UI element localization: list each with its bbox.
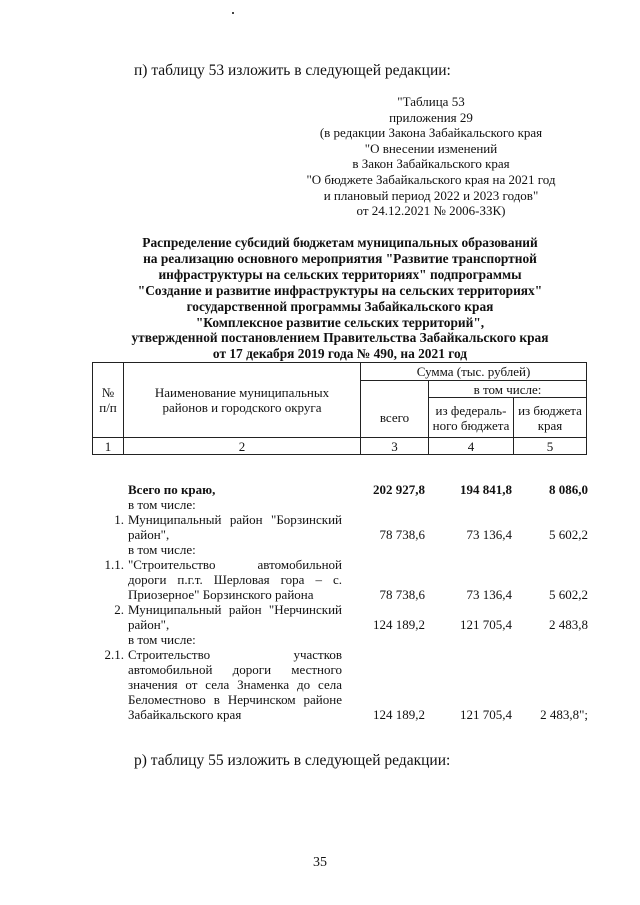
row-federal: 194 841,8 [460, 482, 512, 497]
page-number: 35 [313, 855, 327, 870]
header-sum: Сумма (тыс. рублей) [361, 363, 587, 381]
reference-line: от 24.12.2021 № 2006-ЗЗК) [356, 203, 506, 219]
document-heading [100, 235, 580, 362]
reference-line: приложения 29 [389, 109, 473, 125]
header-num: № п/п [93, 363, 124, 438]
table-body [92, 482, 586, 722]
reference-line: "О внесении изменений [364, 140, 498, 156]
row-name: Всего по краю, [128, 482, 216, 497]
scan-speck [232, 12, 234, 14]
row-regional: 8 086,0 [549, 482, 588, 497]
row-number [92, 497, 128, 512]
row-number [92, 632, 128, 647]
heading-line: утвержденной постановлением Правительства Забайкальского края [131, 330, 549, 346]
row-name: в том числе: [128, 542, 196, 557]
row-total: 202 927,8 [373, 482, 425, 497]
heading-line: "Комплексное развитие сельских территорий", [195, 314, 485, 330]
row-regional: 5 602,2 [549, 587, 588, 602]
column-number: 3 [361, 438, 429, 455]
row-federal: 73 136,4 [466, 587, 512, 602]
row-regional: 5 602,2 [549, 527, 588, 542]
table-row [92, 542, 586, 557]
row-federal: 121 705,4 [460, 707, 512, 722]
row-name: Муниципальный район "Борзинский район", [128, 512, 342, 542]
row-name: Строительство участков автомобильной дороги местного значения от села Знаменка до села Беломестново в Нерчинском районе Забайкальского края [128, 647, 342, 722]
row-total: 78 738,6 [379, 527, 425, 542]
heading-line: государственной программы Забайкальского края [186, 298, 494, 314]
row-number [92, 482, 128, 497]
row-number: 2. [114, 602, 124, 617]
heading-line: "Создание и развитие инфраструктуры на сельских территориях" [137, 282, 543, 298]
reference-line: "О бюджете Забайкальского края на 2021 год [306, 171, 556, 187]
table-row [92, 512, 586, 542]
reference-line: (в редакции Закона Забайкальского края [319, 125, 543, 141]
row-total: 78 738,6 [379, 587, 425, 602]
row-name: Муниципальный район "Нерчинский район", [128, 602, 342, 632]
row-number: 2.1. [104, 647, 124, 662]
row-number [92, 542, 128, 557]
row-federal: 73 136,4 [466, 527, 512, 542]
reference-line: "Таблица 53 [397, 94, 465, 109]
heading-line: Распределение субсидий бюджетам муниципальных образований [142, 235, 538, 250]
reference-line: и плановый период 2022 и 2023 годов" [323, 187, 539, 203]
closing-text: р) таблицу 55 изложить в следующей редакции: [134, 752, 451, 769]
row-federal: 121 705,4 [460, 617, 512, 632]
intro-text: п) таблицу 53 изложить в следующей редакции: [134, 62, 451, 79]
table-header [92, 362, 587, 455]
header-name: Наименование муниципальных районов и городского округа [124, 363, 361, 438]
column-number: 4 [429, 438, 514, 455]
row-name: в том числе: [128, 632, 196, 647]
row-number: 1. [114, 512, 124, 527]
row-regional: 2 483,8 [549, 617, 588, 632]
header-federal: из федераль-ного бюджета [429, 398, 514, 438]
heading-line: на реализацию основного мероприятия "Развитие транспортной [143, 250, 537, 266]
heading-line: от 17 декабря 2019 года № 490, на 2021 год [212, 346, 468, 362]
heading-line: инфраструктуры на сельских территориях" подпрограммы [158, 266, 522, 282]
row-regional: 2 483,8"; [540, 707, 588, 722]
header-regional: из бюджета края [514, 398, 587, 438]
header-total: всего [361, 398, 429, 438]
row-number: 1.1. [104, 557, 124, 572]
column-number: 2 [124, 438, 361, 455]
table-row [92, 632, 586, 647]
column-number: 5 [514, 438, 587, 455]
table-row [92, 647, 586, 722]
column-number: 1 [93, 438, 124, 455]
table-reference [300, 94, 562, 219]
table-row [92, 497, 586, 512]
header-including: в том числе: [429, 381, 587, 398]
table-row [92, 557, 586, 602]
row-total: 124 189,2 [373, 707, 425, 722]
row-total: 124 189,2 [373, 617, 425, 632]
row-name: "Строительство автомобильной дороги п.г.т. Шерловая гора – с. Приозерное" Борзинского района [128, 557, 342, 602]
table-row [92, 602, 586, 632]
table-row [92, 482, 586, 497]
reference-line: в Закон Забайкальского края [352, 156, 510, 172]
row-name: в том числе: [128, 497, 196, 512]
